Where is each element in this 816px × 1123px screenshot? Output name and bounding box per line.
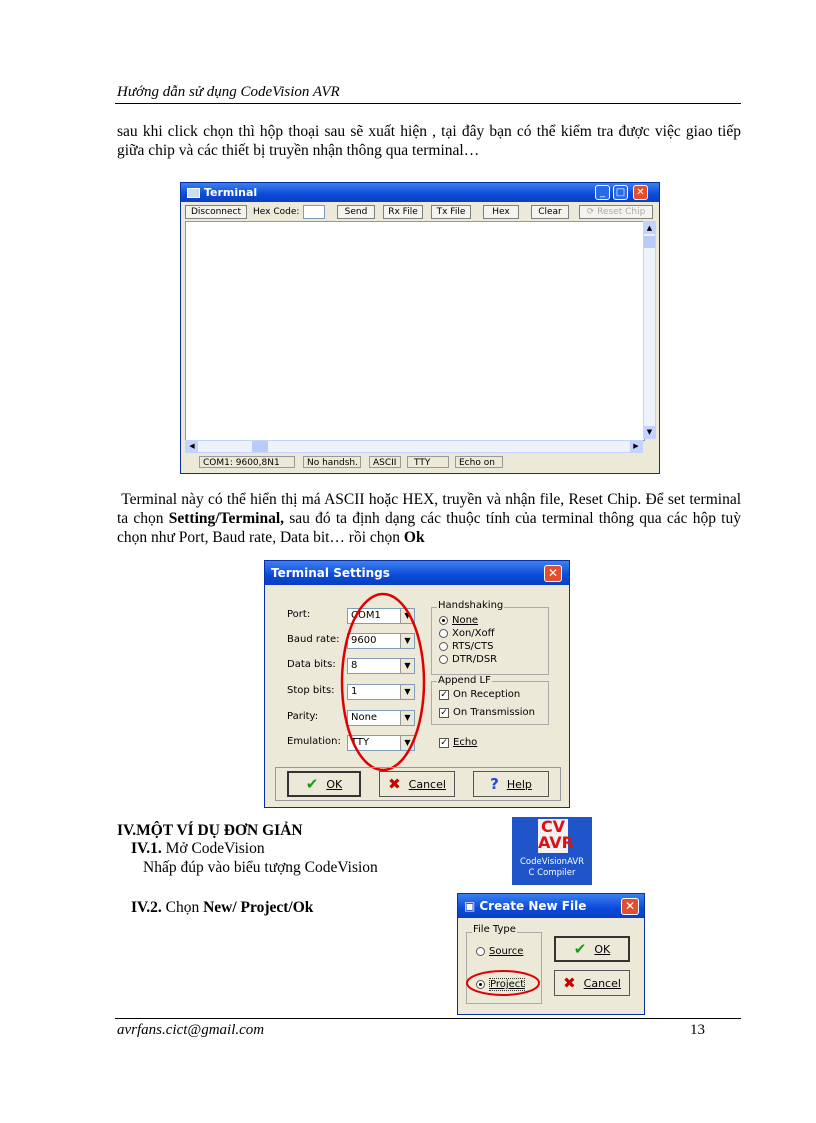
footer-email: avrfans.cict@gmail.com <box>117 1022 265 1038</box>
settings-titlebar[interactable] <box>265 561 569 585</box>
p2-text-a: Terminal này có thể hiển thị má ASCII hoặc HEX, truyền và nhận file, Reset Chip. Để set terminal ta chọn <box>117 491 742 527</box>
on-reception-checkbox[interactable] <box>439 689 520 700</box>
handshake-xon-radio[interactable] <box>439 628 495 639</box>
file-type-title: File Type <box>473 924 516 935</box>
create-file-title: Create New File <box>479 899 587 913</box>
ok-button[interactable] <box>554 936 630 962</box>
on-transmission-label: On Transmission <box>453 707 535 718</box>
create-new-file-dialog <box>457 893 645 1015</box>
chevron-down-icon[interactable]: ▼ <box>400 609 414 623</box>
page-header-title: Hướng dẫn sử dụng CodeVision AVR <box>117 84 340 100</box>
reset-chip-button[interactable] <box>579 205 653 219</box>
status-mode: ASCII <box>369 456 401 468</box>
checkbox-checked-icon: ✓ <box>440 689 448 700</box>
terminal-window-icon <box>187 188 200 198</box>
stop-bits-label: Stop bits: <box>287 685 335 696</box>
terminal-titlebar[interactable] <box>181 183 659 202</box>
vertical-scroll-thumb[interactable] <box>644 236 655 248</box>
caption-line1: CodeVisionAVR <box>519 857 585 867</box>
source-label: Source <box>489 946 524 957</box>
horizontal-scrollbar[interactable] <box>185 440 643 453</box>
maximize-icon[interactable]: □ <box>613 185 628 200</box>
settings-title: Terminal Settings <box>271 566 390 580</box>
echo-checkbox[interactable] <box>439 737 477 748</box>
scroll-right-icon[interactable]: ▶ <box>630 441 642 452</box>
iv2-title-a: Chọn <box>161 899 204 916</box>
codevision-icon-caption <box>512 857 592 879</box>
append-lf-group <box>431 681 549 725</box>
stop-bits-value: 1 <box>351 686 358 697</box>
project-label: Project <box>490 979 525 990</box>
close-icon[interactable]: ✕ <box>544 565 562 582</box>
status-echo: Echo on <box>455 456 503 468</box>
status-handshake: No handsh. <box>303 456 361 468</box>
section-iv2-title <box>131 899 313 917</box>
status-emulation: TTY <box>407 456 449 468</box>
minimize-icon[interactable]: _ <box>595 185 610 200</box>
radio-icon <box>439 629 448 638</box>
hex-code-label: Hex Code: <box>253 207 300 217</box>
section-heading: IV.MỘT VÍ DỤ ĐƠN GIẢN <box>117 822 303 839</box>
chevron-down-icon[interactable]: ▼ <box>400 685 414 699</box>
help-button[interactable] <box>473 771 549 797</box>
terminal-window <box>180 182 660 474</box>
ok-button[interactable] <box>287 771 361 797</box>
hex-button[interactable]: Hex <box>483 205 519 219</box>
ok-label: OK <box>326 777 343 791</box>
ok-label: OK <box>594 942 611 956</box>
disconnect-button[interactable]: Disconnect <box>185 205 247 219</box>
clear-button[interactable]: Clear <box>531 205 569 219</box>
header-rule <box>115 103 741 104</box>
emulation-value: TTY <box>351 737 370 748</box>
scroll-up-icon[interactable]: ▲ <box>644 222 655 234</box>
iv1-title: Mở CodeVision <box>161 840 265 857</box>
handshake-none-radio[interactable] <box>439 615 478 626</box>
checkbox-checked-icon: ✓ <box>440 737 448 748</box>
codevision-logo-icon: CV AVR <box>538 817 574 852</box>
handshaking-title: Handshaking <box>438 600 504 611</box>
close-icon[interactable]: ✕ <box>633 185 648 200</box>
checkmark-icon: ✔ <box>573 940 587 958</box>
close-icon[interactable]: ✕ <box>621 898 639 915</box>
port-value: COM1 <box>351 610 381 621</box>
section-iv1-text: Nhấp đúp vào biểu tượng CodeVision <box>143 859 378 876</box>
p2-text-c: sau đó ta định dạng các thuộc tính của terminal thông qua các hộp tuỳ chọn như Port, Baud rate, Data bit… rồi chọn <box>117 510 741 546</box>
p2-ok: Ok <box>403 529 425 546</box>
vertical-scrollbar[interactable] <box>643 221 656 439</box>
cancel-label: Cancel <box>408 777 446 791</box>
on-transmission-checkbox[interactable] <box>439 707 535 718</box>
reset-chip-icon: ⟳ <box>586 207 598 217</box>
app-icon: ▣ <box>464 899 476 913</box>
project-highlight-ellipse <box>464 968 542 998</box>
chevron-down-icon[interactable]: ▼ <box>400 659 414 673</box>
terminal-settings-dialog <box>264 560 570 808</box>
status-port: COM1: 9600,8N1 <box>199 456 295 468</box>
send-button[interactable]: Send <box>337 205 375 219</box>
handshake-dtr-radio[interactable] <box>439 654 497 665</box>
terminal-description-paragraph <box>117 490 741 547</box>
terminal-status-bar <box>199 456 639 470</box>
chevron-down-icon[interactable]: ▼ <box>400 711 414 725</box>
port-label: Port: <box>287 609 311 620</box>
handshake-xon-label: Xon/Xoff <box>452 628 495 639</box>
horizontal-scroll-thumb[interactable] <box>252 441 268 452</box>
data-bits-label: Data bits: <box>287 659 336 670</box>
emulation-label: Emulation: <box>287 736 341 747</box>
radio-icon <box>439 642 448 651</box>
parity-value: None <box>351 712 378 723</box>
codevision-desktop-icon[interactable] <box>512 817 592 885</box>
help-question-icon: ? <box>490 775 499 793</box>
hex-code-input[interactable] <box>303 205 325 219</box>
append-lf-title: Append LF <box>438 675 491 686</box>
help-label: Help <box>506 777 532 791</box>
scroll-left-icon[interactable]: ◀ <box>186 441 198 452</box>
highlight-ellipse <box>339 591 427 773</box>
iv2-title-b: New/ Project/Ok <box>203 899 314 916</box>
source-radio[interactable] <box>476 946 523 957</box>
chevron-down-icon[interactable]: ▼ <box>400 736 414 750</box>
baud-rate-value: 9600 <box>351 635 377 646</box>
radio-icon <box>439 655 448 664</box>
section-iv1-title <box>131 840 265 858</box>
tx-file-button[interactable]: Tx File <box>431 205 471 219</box>
radio-selected-icon <box>439 616 448 625</box>
handshake-none-label: None <box>452 615 479 626</box>
checkmark-icon: ✔ <box>305 775 319 793</box>
p2-menu-path: Setting/Terminal, <box>168 510 285 527</box>
page-number: 13 <box>690 1022 705 1038</box>
parity-label: Parity: <box>287 711 319 722</box>
caption-line2: C Compiler <box>528 868 576 878</box>
scroll-down-icon[interactable]: ▼ <box>644 426 655 438</box>
on-reception-label: On Reception <box>453 689 521 700</box>
intro-paragraph: sau khi click chọn thì hộp thoại sau sẽ xuất hiện , tại đây bạn có thể kiểm tra được việc giao tiếp giữa chip và các thiết bị truyền nhận thông qua terminal… <box>117 123 741 159</box>
iv1-number: IV.1. <box>131 840 162 857</box>
cancel-button[interactable] <box>379 771 455 797</box>
chevron-down-icon[interactable]: ▼ <box>400 634 414 648</box>
cancel-x-icon: ✖ <box>388 775 401 793</box>
handshake-rts-label: RTS/CTS <box>452 641 494 652</box>
terminal-text-area[interactable] <box>185 221 645 441</box>
radio-icon <box>476 947 485 956</box>
footer-rule <box>115 1018 741 1019</box>
checkbox-checked-icon: ✓ <box>440 707 448 718</box>
rx-file-button[interactable]: Rx File <box>383 205 423 219</box>
cancel-button[interactable] <box>554 970 630 996</box>
handshake-rts-radio[interactable] <box>439 641 493 652</box>
handshake-dtr-label: DTR/DSR <box>452 654 498 665</box>
data-bits-value: 8 <box>351 660 358 671</box>
baud-rate-label: Baud rate: <box>287 634 340 645</box>
iv2-number: IV.2. <box>131 899 162 916</box>
terminal-title: Terminal <box>204 186 258 199</box>
create-file-titlebar[interactable] <box>458 894 644 918</box>
echo-label: Echo <box>453 737 478 748</box>
reset-chip-label: Reset Chip <box>597 207 646 217</box>
cancel-x-icon: ✖ <box>563 974 576 992</box>
cancel-label: Cancel <box>583 976 621 990</box>
